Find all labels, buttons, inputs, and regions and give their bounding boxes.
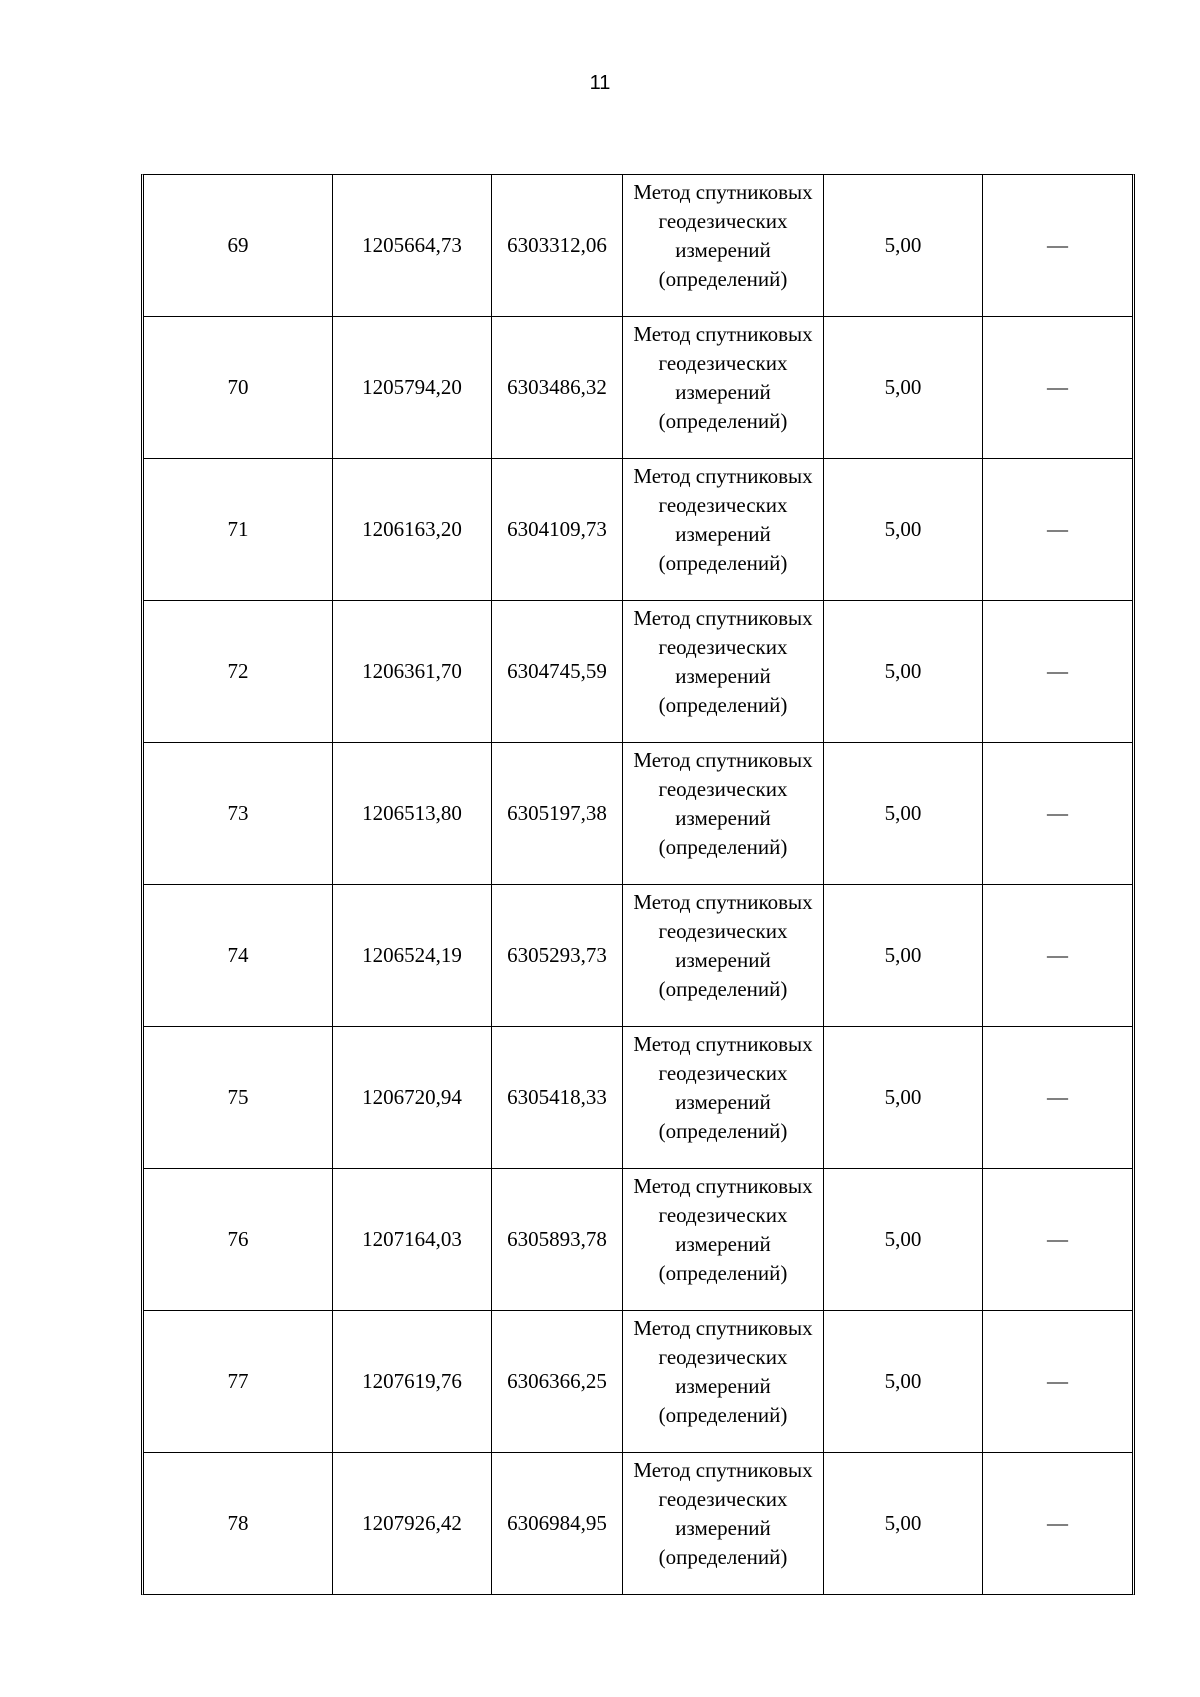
dash-value: — xyxy=(1047,943,1068,967)
table-row xyxy=(144,601,1132,743)
extra-cell xyxy=(983,1027,1133,1169)
method-cell xyxy=(623,1027,824,1169)
extra-cell xyxy=(983,459,1133,601)
method-line: (определений) xyxy=(658,835,788,859)
point-number-cell: 77 xyxy=(144,1311,333,1453)
method-line: Метод спутниковых xyxy=(633,890,813,914)
dash-value: — xyxy=(1047,1227,1068,1251)
method-line: геодезических xyxy=(658,1061,788,1085)
dash-value: — xyxy=(1047,1085,1068,1109)
method-line: измерений xyxy=(675,1232,771,1256)
method-line: Метод спутниковых xyxy=(633,606,813,630)
accuracy-cell: 5,00 xyxy=(824,317,983,459)
method-line: (определений) xyxy=(658,551,788,575)
table-row xyxy=(144,1453,1132,1595)
accuracy-cell: 5,00 xyxy=(824,1169,983,1311)
method-line: измерений xyxy=(675,238,771,262)
method-line: (определений) xyxy=(658,1261,788,1285)
method-cell xyxy=(623,1453,824,1595)
method-line: измерений xyxy=(675,1090,771,1114)
method-line: Метод спутниковых xyxy=(633,1458,813,1482)
x-coordinate-cell: 1205664,73 xyxy=(333,175,492,317)
y-coordinate-cell: 6303312,06 xyxy=(492,175,623,317)
table-row xyxy=(144,1169,1132,1311)
x-coordinate-cell: 1205794,20 xyxy=(333,317,492,459)
point-number-cell: 78 xyxy=(144,1453,333,1595)
method-line: (определений) xyxy=(658,693,788,717)
method-cell xyxy=(623,317,824,459)
method-line: (определений) xyxy=(658,1403,788,1427)
table-body xyxy=(144,175,1132,1594)
accuracy-cell: 5,00 xyxy=(824,175,983,317)
method-line: геодезических xyxy=(658,919,788,943)
method-line: Метод спутниковых xyxy=(633,1174,813,1198)
dash-value: — xyxy=(1047,517,1068,541)
method-line: измерений xyxy=(675,380,771,404)
x-coordinate-cell: 1206524,19 xyxy=(333,885,492,1027)
method-line: геодезических xyxy=(658,1203,788,1227)
extra-cell xyxy=(983,743,1133,885)
table-row xyxy=(144,1311,1132,1453)
method-cell xyxy=(623,743,824,885)
dash-value: — xyxy=(1047,801,1068,825)
method-line: геодезических xyxy=(658,1345,788,1369)
point-number-cell: 72 xyxy=(144,601,333,743)
x-coordinate-cell: 1206163,20 xyxy=(333,459,492,601)
method-cell xyxy=(623,601,824,743)
table-row xyxy=(144,317,1132,459)
y-coordinate-cell: 6304745,59 xyxy=(492,601,623,743)
extra-cell xyxy=(983,1169,1133,1311)
method-line: измерений xyxy=(675,1374,771,1398)
dash-value: — xyxy=(1047,1511,1068,1535)
method-line: измерений xyxy=(675,522,771,546)
accuracy-cell: 5,00 xyxy=(824,885,983,1027)
method-cell xyxy=(623,459,824,601)
method-line: геодезических xyxy=(658,777,788,801)
accuracy-cell: 5,00 xyxy=(824,601,983,743)
point-number-cell: 71 xyxy=(144,459,333,601)
dash-value: — xyxy=(1047,233,1068,257)
dash-value: — xyxy=(1047,375,1068,399)
point-number-cell: 70 xyxy=(144,317,333,459)
coordinates-table xyxy=(141,174,1135,1595)
table-row xyxy=(144,175,1132,317)
method-cell xyxy=(623,885,824,1027)
y-coordinate-cell: 6306366,25 xyxy=(492,1311,623,1453)
method-line: Метод спутниковых xyxy=(633,464,813,488)
method-line: (определений) xyxy=(658,267,788,291)
extra-cell xyxy=(983,175,1133,317)
y-coordinate-cell: 6304109,73 xyxy=(492,459,623,601)
x-coordinate-cell: 1207164,03 xyxy=(333,1169,492,1311)
y-coordinate-cell: 6303486,32 xyxy=(492,317,623,459)
method-line: (определений) xyxy=(658,977,788,1001)
y-coordinate-cell: 6305197,38 xyxy=(492,743,623,885)
extra-cell xyxy=(983,317,1133,459)
y-coordinate-cell: 6306984,95 xyxy=(492,1453,623,1595)
dash-value: — xyxy=(1047,1369,1068,1393)
point-number-cell: 69 xyxy=(144,175,333,317)
x-coordinate-cell: 1206513,80 xyxy=(333,743,492,885)
y-coordinate-cell: 6305418,33 xyxy=(492,1027,623,1169)
y-coordinate-cell: 6305293,73 xyxy=(492,885,623,1027)
method-line: Метод спутниковых xyxy=(633,180,813,204)
table-row xyxy=(144,885,1132,1027)
x-coordinate-cell: 1206720,94 xyxy=(333,1027,492,1169)
method-line: измерений xyxy=(675,948,771,972)
method-line: Метод спутниковых xyxy=(633,1032,813,1056)
method-cell xyxy=(623,1311,824,1453)
dash-value: — xyxy=(1047,659,1068,683)
method-line: (определений) xyxy=(658,1119,788,1143)
method-cell xyxy=(623,1169,824,1311)
table-row xyxy=(144,743,1132,885)
accuracy-cell: 5,00 xyxy=(824,459,983,601)
x-coordinate-cell: 1207619,76 xyxy=(333,1311,492,1453)
method-line: (определений) xyxy=(658,409,788,433)
extra-cell xyxy=(983,601,1133,743)
point-number-cell: 73 xyxy=(144,743,333,885)
method-line: геодезических xyxy=(658,493,788,517)
method-line: геодезических xyxy=(658,1487,788,1511)
table-row xyxy=(144,459,1132,601)
method-line: (определений) xyxy=(658,1545,788,1569)
method-line: Метод спутниковых xyxy=(633,1316,813,1340)
method-line: измерений xyxy=(675,806,771,830)
method-line: геодезических xyxy=(658,351,788,375)
x-coordinate-cell: 1207926,42 xyxy=(333,1453,492,1595)
accuracy-cell: 5,00 xyxy=(824,1453,983,1595)
accuracy-cell: 5,00 xyxy=(824,1027,983,1169)
method-line: геодезических xyxy=(658,635,788,659)
page-number: 11 xyxy=(589,72,611,94)
extra-cell xyxy=(983,885,1133,1027)
method-line: измерений xyxy=(675,664,771,688)
accuracy-cell: 5,00 xyxy=(824,743,983,885)
x-coordinate-cell: 1206361,70 xyxy=(333,601,492,743)
method-cell xyxy=(623,175,824,317)
table-row xyxy=(144,1027,1132,1169)
method-line: измерений xyxy=(675,1516,771,1540)
point-number-cell: 76 xyxy=(144,1169,333,1311)
point-number-cell: 74 xyxy=(144,885,333,1027)
method-line: геодезических xyxy=(658,209,788,233)
method-line: Метод спутниковых xyxy=(633,748,813,772)
point-number-cell: 75 xyxy=(144,1027,333,1169)
accuracy-cell: 5,00 xyxy=(824,1311,983,1453)
extra-cell xyxy=(983,1311,1133,1453)
extra-cell xyxy=(983,1453,1133,1595)
method-line: Метод спутниковых xyxy=(633,322,813,346)
y-coordinate-cell: 6305893,78 xyxy=(492,1169,623,1311)
